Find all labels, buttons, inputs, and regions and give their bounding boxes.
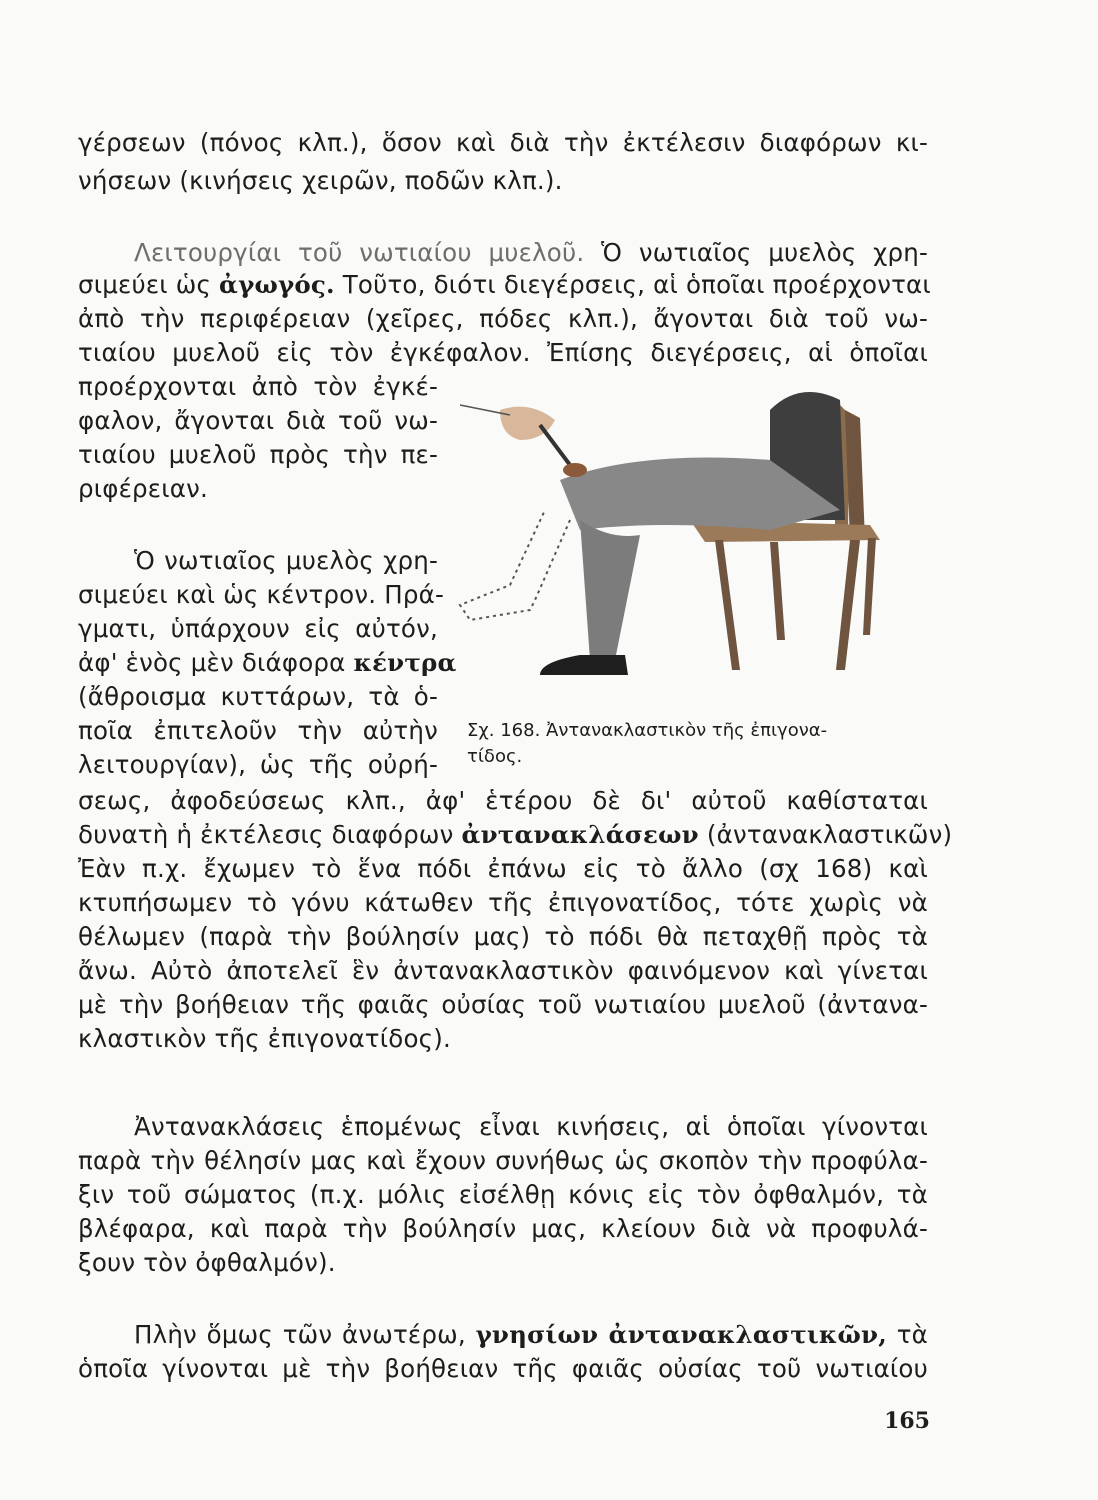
text-line: κτυπήσωμεν τὸ γόνυ κάτωθεν τῆς ἐπιγονατίδος, τότε χωρὶς νὰ — [78, 888, 928, 917]
text-line: βλέφαρα, καὶ παρὰ τὴν βούλησίν μας, κλείουν διὰ νὰ προφυλά- — [78, 1214, 928, 1243]
text-run: σιμεύει ὡς — [78, 270, 220, 299]
bold-term: ἀντανακλάσεων — [461, 820, 699, 849]
text-run: (ἀντανακλαστικῶν) — [698, 820, 953, 849]
text-run: Τοῦτο, διότι διεγέρσεις, αἱ ὁποῖαι προέρχονται — [334, 270, 931, 299]
text-line: ὁποῖα γίνονται μὲ τὴν βοήθειαν τῆς φαιᾶς οὐσίας τοῦ νωτιαίου — [78, 1354, 928, 1383]
text-line — [78, 268, 931, 302]
reflex-motion-outline — [460, 510, 570, 620]
text-line: θέλωμεν (παρὰ τὴν βούλησίν μας) τὸ πόδι θὰ πεταχθῇ πρὸς τὰ — [78, 922, 928, 951]
reflex-hammer-head — [563, 463, 587, 477]
text-line: νήσεων (κινήσεις χειρῶν, ποδῶν κλπ.). — [78, 166, 563, 195]
bold-term: γνησίων ἀντανακλαστικῶν, — [475, 1320, 887, 1349]
text-line: ἄνω. Αὐτὸ ἀποτελεῖ ἓν ἀντανακλαστικὸν φαινόμενον καὶ γίνεται — [78, 956, 928, 985]
text-line: σεως, ἀφοδεύσεως κλπ., ἀφ' ἑτέρου δὲ δι' αὐτοῦ καθίσταται — [78, 786, 928, 815]
text-line: ξουν τὸν ὀφθαλμόν). — [78, 1248, 336, 1277]
text-run: ἀφ' ἑνὸς μὲν διάφορα — [78, 648, 354, 677]
text-line: παρὰ τὴν θέλησίν μας καὶ ἔχουν συνήθως ὡς σκοπὸν τὴν προφύλα- — [78, 1146, 928, 1175]
text-line: Ἐὰν π.χ. ἔχωμεν τὸ ἕνα πόδι ἐπάνω εἰς τὸ ἄλλο (σχ 168) καὶ — [78, 854, 928, 883]
text-line: σιμεύει καὶ ὡς κέντρον. Πρά- — [78, 580, 444, 609]
text-line: ξιν τοῦ σώματος (π.χ. μόλις εἰσέλθῃ κόνις εἰς τὸν ὀφθαλμόν, τὰ — [78, 1180, 928, 1209]
text-line: λειτουργίαν), ὡς τῆς οὐρή- — [78, 750, 438, 779]
text-run: τὰ — [886, 1320, 929, 1349]
text-line: ἀπὸ τὴν περιφέρειαν (χεῖρες, πόδες κλπ.), ἄγονται διὰ τοῦ νω- — [78, 304, 928, 333]
text-line: τιαίου μυελοῦ εἰς τὸν ἐγκέφαλον. Ἐπίσης διεγέρσεις, αἱ ὁποῖαι — [78, 338, 928, 367]
text-line: ποῖα ἐπιτελοῦν τὴν αὐτὴν — [78, 716, 438, 745]
page-number: 165 — [884, 1408, 930, 1434]
text-line: (ἄθροισμα κυττάρων, τὰ ὁ- — [78, 682, 438, 711]
trouser-shin — [580, 520, 640, 660]
text-line: γματι, ὑπάρχουν εἰς αὐτόν, — [78, 614, 438, 643]
chair-leg — [770, 542, 785, 640]
text-run: δυνατὴ ἡ ἐκτέλεσις διαφόρων — [78, 820, 462, 849]
reflex-hammer-handle — [540, 425, 570, 465]
shoe — [540, 655, 628, 675]
text-line — [134, 1318, 928, 1352]
figure-caption: Σχ. 168. Ἀντανακλαστικὸν τῆς ἐπιγονα- — [467, 720, 828, 741]
knee-reflex-figure — [440, 370, 910, 710]
text-line: Ἀντανακλάσεις ἑπομένως εἶναι κινήσεις, αἱ ὁποῖαι γίνονται — [134, 1112, 928, 1141]
text-line: Ὁ νωτιαῖος μυελὸς χρη- — [134, 546, 438, 575]
text-line: γέρσεων (πόνος κλπ.), ὅσον καὶ διὰ τὴν ἐκτέλεσιν διαφόρων κι- — [78, 128, 928, 157]
section-subheading: Λειτουργίαι τοῦ νωτιαίου μυελοῦ. — [134, 238, 585, 267]
figure-caption: τίδος. — [467, 746, 523, 767]
text-line: κλαστικὸν τῆς ἐπιγονατίδος). — [78, 1024, 451, 1053]
text-run: Ὁ νωτιαῖος μυελὸς χρη- — [584, 238, 928, 267]
chair-leg — [715, 540, 740, 670]
text-line — [78, 818, 953, 852]
text-run: Πλὴν ὅμως τῶν ἀνωτέρω, — [134, 1320, 476, 1349]
chair-leg — [836, 540, 860, 670]
text-line: φαλον, ἄγονται διὰ τοῦ νω- — [78, 406, 438, 435]
chair-leg — [863, 538, 876, 635]
text-line: τιαίου μυελοῦ πρὸς τὴν πε- — [78, 440, 438, 469]
text-line: ριφέρειαν. — [78, 474, 208, 503]
bold-term: ἀγωγός. — [219, 270, 335, 299]
bold-term: κέντρα — [353, 648, 457, 677]
text-line: προέρχονται ἀπὸ τὸν ἐγκέ- — [78, 372, 438, 401]
text-line — [134, 236, 928, 270]
text-line: μὲ τὴν βοήθειαν τῆς φαιᾶς οὐσίας τοῦ νωτιαίου μυελοῦ (ἀντανα- — [78, 990, 928, 1019]
text-line — [78, 646, 457, 680]
